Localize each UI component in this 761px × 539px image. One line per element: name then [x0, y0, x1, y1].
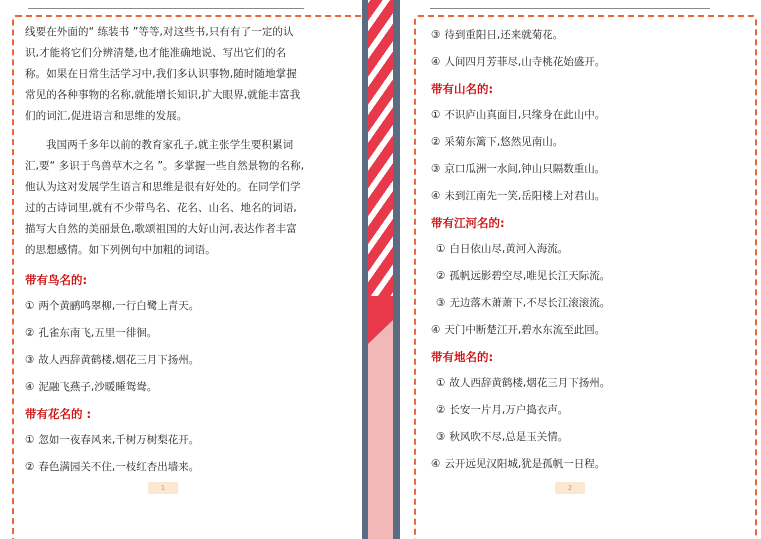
list-item: [431, 290, 731, 317]
list-item: [431, 263, 731, 290]
list-item: [25, 454, 307, 481]
list-item: [431, 451, 731, 478]
item-text: 不识庐山真面目,只缘身在此山中。: [444, 109, 606, 121]
list-item: [431, 236, 731, 263]
item-number: ①: [436, 377, 446, 389]
list-item: [431, 183, 731, 210]
item-text: 人间四月芳菲尽,山寺桃花始盛开。: [444, 56, 606, 68]
section-heading: 带有地名的:: [431, 350, 494, 364]
list-item: [431, 370, 731, 397]
item-text: 白日依山尽,黄河入海流。: [449, 243, 569, 255]
item-number: ③: [436, 431, 446, 443]
item-text: 待到重阳日,还来就菊花。: [444, 29, 564, 41]
list-item: [25, 374, 307, 401]
item-number: ④: [25, 381, 35, 393]
item-number: ①: [431, 109, 441, 121]
item-text: 春色满园关不住,一枝红杏出墙来。: [38, 461, 200, 473]
list-item: [25, 427, 307, 454]
item-text: 采菊东篱下,悠然见南山。: [444, 136, 564, 148]
page-number: 2: [555, 482, 585, 494]
item-number: ④: [431, 190, 441, 202]
paragraph: 我国两千多年以前的教育家孔子,就主张学生要积累词汇,要“ 多识于鸟兽草木之名 ”。多掌握一些自然景物的名称,他认为这对发展学生语言和思维是很有好处的。在同学们学过的古诗词里,就有不少带鸟名、花名、山名、地名的词语,描写大自然的美丽景色,歌颂祖国的大好山河,表达作者丰富的思想感情。如下列例句中加粗的词语。: [25, 139, 305, 256]
list-item: [431, 424, 731, 451]
item-number: ②: [25, 461, 35, 473]
item-text: 云开远见汉阳城,犹是孤帆一日程。: [444, 458, 606, 470]
paragraph: 线要在外面的“ 练装书 ”等等,对这些书,只有有了一定的认识,才能将它们分辨清楚,也才能准确地说、写出它们的名称。如果在日常生活学习中,我们多认识事物,随时随地掌握常见的各种事物的名称,就能增长知识,扩大眼界,就能丰富我们的词汇,促进语言和思维的发展。: [25, 26, 301, 122]
book-spine-right: [393, 0, 400, 539]
item-text: 长安一片月,万户捣衣声。: [449, 404, 569, 416]
list-item: [431, 156, 731, 183]
list-item: [25, 347, 307, 374]
item-number: ④: [431, 458, 441, 470]
item-number: ②: [436, 270, 446, 282]
item-text: 故人西辞黄鹤楼,烟花三月下扬州。: [449, 377, 611, 389]
item-number: ②: [431, 136, 441, 148]
item-number: ③: [431, 29, 441, 41]
left-page: [0, 0, 362, 539]
item-text: 秋风吹不尽,总是玉关情。: [449, 431, 569, 443]
ribbon-end: [368, 296, 393, 320]
item-text: 孤帆远影碧空尽,唯见长江天际流。: [449, 270, 611, 282]
item-number: ①: [25, 300, 35, 312]
section-heading: 带有江河名的:: [431, 216, 505, 230]
list-item: [431, 317, 731, 344]
item-number: ②: [25, 327, 35, 339]
list-item: [25, 320, 307, 347]
item-text: 忽如一夜春风来,千树万树梨花开。: [38, 434, 200, 446]
item-number: ④: [431, 56, 441, 68]
item-number: ①: [436, 243, 446, 255]
list-item: [431, 129, 731, 156]
item-text: 故人西辞黄鹤楼,烟花三月下扬州。: [38, 354, 200, 366]
list-item: [431, 49, 731, 76]
page-number: 1: [148, 482, 178, 494]
left-page-content: [25, 22, 307, 481]
list-item: [25, 293, 307, 320]
list-item: [431, 397, 731, 424]
item-text: 未到江南先一笑,岳阳楼上对君山。: [444, 190, 606, 202]
item-number: ①: [25, 434, 35, 446]
item-number: ③: [25, 354, 35, 366]
item-text: 两个黄鹂鸣翠柳,一行白鹭上青天。: [38, 300, 200, 312]
item-text: 天门中断楚江开,碧水东流至此回。: [444, 324, 606, 336]
item-text: 京口瓜洲一水间,钟山只隔数重山。: [444, 163, 606, 175]
item-number: ③: [431, 163, 441, 175]
list-item: [431, 102, 731, 129]
item-number: ②: [436, 404, 446, 416]
header-rule: [430, 8, 710, 9]
ribbon-tip: [368, 320, 393, 344]
item-text: 无边落木萧萧下,不尽长江滚滚流。: [449, 297, 611, 309]
item-text: 孔雀东南飞,五里一徘徊。: [38, 327, 158, 339]
item-number: ③: [436, 297, 446, 309]
section-heading: 带有花名的 :: [25, 407, 92, 421]
striped-ribbon: [368, 0, 393, 320]
list-item: [431, 22, 731, 49]
item-number: ④: [431, 324, 441, 336]
right-page: [400, 0, 761, 539]
section-heading: 带有山名的:: [431, 82, 494, 96]
right-page-content: [431, 22, 731, 478]
item-text: 泥融飞燕子,沙暖睡鸳鸯。: [38, 381, 158, 393]
header-rule: [28, 8, 304, 9]
section-heading: 带有鸟名的:: [25, 273, 88, 287]
